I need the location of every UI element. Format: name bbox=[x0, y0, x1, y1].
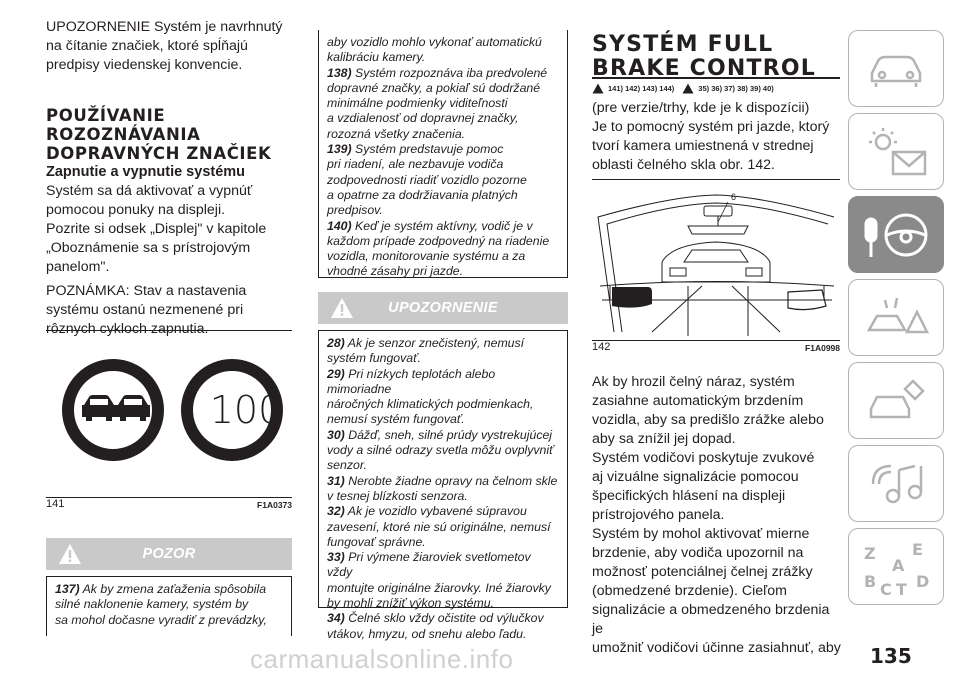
note-line bbox=[327, 412, 559, 427]
body-line: POZNÁMKA: Stav a nastavenia bbox=[46, 283, 247, 299]
note-number: 29) bbox=[327, 366, 345, 381]
note-line bbox=[327, 443, 559, 458]
note-line bbox=[327, 520, 559, 535]
note-line bbox=[327, 458, 559, 473]
note-text: náročných klimatických podmienkach, bbox=[327, 397, 534, 412]
note-text: vtákov, hmyzu, od snehu alebo ľadu. bbox=[327, 626, 527, 641]
body-line: pomocou ponuky na displeji. bbox=[46, 202, 226, 218]
note-text: Pri výmene žiaroviek svetlometov vždy bbox=[327, 550, 531, 580]
note-text: Ak je senzor znečistený, nemusí bbox=[347, 336, 525, 350]
body-line: možnosť potenciálnej čelnej zrážky bbox=[592, 564, 813, 580]
note-line bbox=[327, 111, 559, 126]
note-line bbox=[327, 249, 559, 264]
note-number: 31) bbox=[327, 473, 345, 488]
caution-banner bbox=[46, 538, 292, 570]
caution-small-icon bbox=[682, 83, 694, 94]
speed-limit-number: 100 bbox=[209, 388, 283, 432]
body-line: brzdenie, aby vodiča upozornil na bbox=[592, 545, 804, 561]
svg-text:D: D bbox=[916, 571, 930, 591]
note-line bbox=[327, 66, 559, 81]
note-line bbox=[327, 504, 559, 519]
note-text: senzor. bbox=[327, 458, 367, 473]
note-line bbox=[327, 81, 559, 96]
body-line: Ak by hrozil čelný náraz, systém bbox=[592, 374, 795, 390]
figure-marker: 6 bbox=[731, 192, 737, 202]
warning-notes bbox=[327, 336, 559, 642]
note-text: Systém rozpoznáva iba predvolené bbox=[355, 65, 548, 80]
note-text: Ak je vozidlo vybavené súpravou bbox=[347, 504, 527, 519]
note-line bbox=[327, 627, 559, 642]
note-line bbox=[327, 173, 559, 188]
note-text: systém fungovať. bbox=[327, 351, 421, 366]
note-line bbox=[327, 96, 559, 111]
note-text: Systém predstavuje pomoc bbox=[355, 142, 504, 157]
note-number: 137) bbox=[55, 582, 80, 596]
tab-maintenance[interactable] bbox=[848, 362, 944, 439]
body-text bbox=[592, 373, 844, 658]
body-line: „Oboznámenie sa s prístrojovým bbox=[46, 240, 251, 256]
warning-small-icon bbox=[592, 83, 604, 94]
title-rule bbox=[592, 77, 840, 79]
note-line bbox=[327, 50, 559, 65]
note-text: zodpovednosti riadiť vozidlo pozorne bbox=[327, 172, 527, 187]
svg-text:A: A bbox=[892, 555, 905, 575]
note-text: Keď je systém aktívny, vodič je v bbox=[355, 218, 533, 233]
reference-row bbox=[592, 83, 842, 94]
tab-index[interactable] bbox=[848, 528, 944, 605]
body-line: Pozrite si odsek „Displej" v kapitole bbox=[46, 221, 267, 237]
note-text: každom prípade zodpovedný na riadenie bbox=[327, 233, 550, 248]
note-line bbox=[327, 351, 559, 366]
note-line: silné naklonenie kamery, systém by bbox=[55, 597, 249, 612]
note-line bbox=[327, 35, 559, 50]
svg-text:B: B bbox=[864, 571, 877, 591]
note-line bbox=[55, 582, 283, 597]
note-text: v tesnej blízkosti senzora. bbox=[327, 488, 468, 503]
body-line: rôznych cykloch zapnutia. bbox=[46, 321, 209, 337]
note-text: a vzdialenosť od dopravnej značky, bbox=[327, 111, 519, 126]
note-number: 140) bbox=[327, 218, 352, 233]
section-heading bbox=[46, 106, 296, 163]
note-text: Nerobte žiadne opravy na čelnom skle bbox=[348, 473, 558, 488]
warning-triangle-icon bbox=[330, 297, 354, 319]
caution-refs: 35) 36) 37) 38) 39) 40) bbox=[698, 84, 774, 93]
note-text: montujte originálne žiarovky. Iné žiarovky bbox=[327, 580, 551, 595]
caution-notes bbox=[327, 35, 559, 280]
note-number: 28) bbox=[327, 336, 345, 350]
heading-line: POUŽÍVANIE bbox=[46, 106, 166, 125]
svg-text:Z: Z bbox=[864, 543, 876, 563]
body-line: prístrojového panela. bbox=[592, 507, 725, 523]
note-text: rozozná všetky značenia. bbox=[327, 126, 466, 141]
body-line: zasiahne automatickým brzdením bbox=[592, 393, 804, 409]
warning-banner-label: UPOZORNENIE bbox=[388, 300, 498, 316]
note-text: kalibráciu kamery. bbox=[327, 50, 426, 65]
note-text: aby vozidlo mohlo vykonať automatickú bbox=[327, 35, 542, 49]
figure-number: 142 bbox=[592, 341, 611, 353]
note-line: sa mohol dočasne vyradiť z prevádzky, bbox=[55, 612, 267, 627]
car-icon bbox=[866, 49, 926, 89]
tab-multimedia[interactable] bbox=[848, 445, 944, 522]
body-line: vozidla, aby sa predišlo zrážke alebo bbox=[592, 412, 824, 428]
chapter-title bbox=[592, 33, 842, 81]
multimedia-icon bbox=[861, 454, 931, 514]
note-line bbox=[327, 157, 559, 172]
note-text: Dážď, sneh, silné prúdy vystrekujúcej bbox=[348, 427, 553, 442]
note-number: 30) bbox=[327, 427, 345, 442]
heading-line: DOPRAVNÝCH ZNAČIEK bbox=[46, 144, 272, 163]
note-line bbox=[327, 550, 559, 581]
note-line bbox=[327, 428, 559, 443]
note-line bbox=[327, 142, 559, 157]
note-number: 33) bbox=[327, 550, 345, 565]
note-number: 138) bbox=[327, 65, 352, 80]
body-line: umožniť vodičovi účinne zasiahnuť, aby bbox=[592, 640, 841, 656]
note-text: predpisov. bbox=[327, 203, 383, 218]
subheading: Zapnutie a vypnutie systému bbox=[46, 164, 246, 180]
windshield-camera-figure bbox=[592, 182, 840, 337]
warning-box bbox=[318, 330, 568, 641]
note-text: vozidla, monitorovanie systému a za bbox=[327, 249, 526, 264]
note-text: dopravné značky, a pokiaľ sú dodržané bbox=[327, 80, 541, 95]
lights-and-message-icon bbox=[861, 122, 931, 182]
note-text: nemusí systém fungovať. bbox=[327, 412, 465, 427]
note-line bbox=[327, 264, 559, 279]
body-line: Je to pomocný systém pri jazde, ktorý bbox=[592, 119, 830, 135]
intro-paragraph bbox=[592, 99, 844, 175]
note-line bbox=[327, 474, 559, 489]
note-text: pri riadení, ale nezbavuje vodiča bbox=[327, 157, 504, 172]
note-line bbox=[327, 219, 559, 234]
caution-box-continued bbox=[318, 30, 568, 278]
body-line: panelom". bbox=[46, 259, 110, 275]
note-line bbox=[327, 188, 559, 203]
note-line bbox=[327, 611, 559, 626]
note-line bbox=[327, 581, 559, 596]
wrench-car-icon bbox=[861, 373, 931, 428]
svg-text:E: E bbox=[912, 539, 923, 559]
note-line bbox=[327, 127, 559, 142]
body-line: aby sa znížil jej dopad. bbox=[592, 431, 736, 447]
body-line: Systém by mohol aktivovať mierne bbox=[592, 526, 810, 542]
note-text: zavesení, ktoré nie sú originálne, nemusí bbox=[327, 519, 551, 534]
title-line: SYSTÉM FULL bbox=[592, 32, 774, 57]
key-and-steering-wheel-icon bbox=[856, 205, 936, 265]
note-line bbox=[327, 596, 559, 611]
note-number: 34) bbox=[327, 611, 345, 626]
figure-number: 141 bbox=[46, 498, 65, 510]
intro-line: na čítanie značiek, ktoré spĺňajú bbox=[46, 38, 248, 54]
note-line bbox=[327, 397, 559, 412]
figure-top-rule bbox=[592, 179, 840, 180]
note-line bbox=[327, 535, 559, 550]
note-text: a opatrne za dodržiavania platných bbox=[327, 187, 518, 202]
body-line: signalizácie a obmedzeného brzdenia je bbox=[592, 602, 830, 637]
body-line: špecifických hlásení na displeji bbox=[592, 488, 786, 504]
body-paragraphs bbox=[592, 373, 844, 658]
note-number: 32) bbox=[327, 504, 345, 519]
body-line: aj vizuálne signalizácie pomocou bbox=[592, 469, 799, 485]
watermark: carmanualsonline.info bbox=[250, 644, 514, 674]
intro-line: predpisy viedenskej konvencie. bbox=[46, 57, 243, 73]
figure-top-rule bbox=[46, 330, 292, 331]
body-line: Systém sa dá aktivovať a vypnúť bbox=[46, 183, 253, 199]
note-line bbox=[327, 336, 559, 351]
note-text: Čelné sklo vždy očistite od výlučkov bbox=[348, 611, 544, 626]
tab-car[interactable] bbox=[848, 30, 944, 107]
note-text: Pri nízkych teplotách alebo mimoriadne bbox=[327, 366, 496, 396]
svg-text:C: C bbox=[880, 579, 892, 597]
note-line bbox=[327, 203, 559, 218]
note-text: by mohli znížiť výkon systému. bbox=[327, 596, 494, 611]
body-line: tvorí kamera umiestnená v strednej bbox=[592, 138, 814, 154]
intro-line: UPOZORNENIE Systém je navrhnutý bbox=[46, 19, 283, 35]
subsection bbox=[46, 163, 296, 339]
note-text: vhodné zásahy pri jazde. bbox=[327, 264, 464, 279]
figure-caption bbox=[46, 498, 292, 510]
warning-triangle-icon bbox=[58, 543, 82, 565]
alphabetical-index-icon bbox=[856, 537, 936, 597]
body-line: oblasti čelného skla obr. 142. bbox=[592, 157, 775, 173]
note-text: minimálne podmienky viditeľnosti bbox=[327, 96, 508, 111]
tab-lights-messages[interactable] bbox=[848, 113, 944, 190]
tab-emergency[interactable] bbox=[848, 279, 944, 356]
figure-code: F1A0373 bbox=[257, 500, 292, 510]
body-line: (obmedzené brzdenie). Cieľom bbox=[592, 583, 787, 599]
caution-banner-label: POZOR bbox=[142, 546, 196, 562]
note-text: fungovať správne. bbox=[327, 534, 426, 549]
note-line bbox=[327, 489, 559, 504]
svg-text:T: T bbox=[896, 579, 907, 597]
column-left bbox=[46, 18, 294, 75]
warning-banner bbox=[318, 292, 568, 324]
note-number: 139) bbox=[327, 142, 352, 157]
no-overtaking-sign-icon bbox=[68, 365, 158, 455]
note-text: vody a silné odrazy svetla môžu ovplyvniť bbox=[327, 443, 554, 458]
tab-starting-driving[interactable] bbox=[848, 196, 944, 273]
body-line: Systém vodičovi poskytuje zvukové bbox=[592, 450, 815, 466]
page-number: 135 bbox=[870, 644, 912, 668]
note-text: Ak by zmena zaťaženia spôsobila bbox=[82, 582, 267, 596]
figure-code: F1A0998 bbox=[805, 343, 840, 353]
body-line: (pre verzie/trhy, kde je k dispozícii) bbox=[592, 100, 810, 116]
roadside-emergency-icon bbox=[861, 290, 931, 345]
body-line: systému ostanú nezmenené pri bbox=[46, 302, 244, 318]
warning-refs: 141) 142) 143) 144) bbox=[608, 84, 675, 93]
figure-caption bbox=[592, 341, 840, 353]
note-line bbox=[327, 234, 559, 249]
title-line: BRAKE CONTROL bbox=[592, 56, 816, 81]
note-line bbox=[327, 367, 559, 398]
heading-line: ROZOZNÁVANIA bbox=[46, 125, 201, 144]
caution-box bbox=[46, 576, 292, 636]
